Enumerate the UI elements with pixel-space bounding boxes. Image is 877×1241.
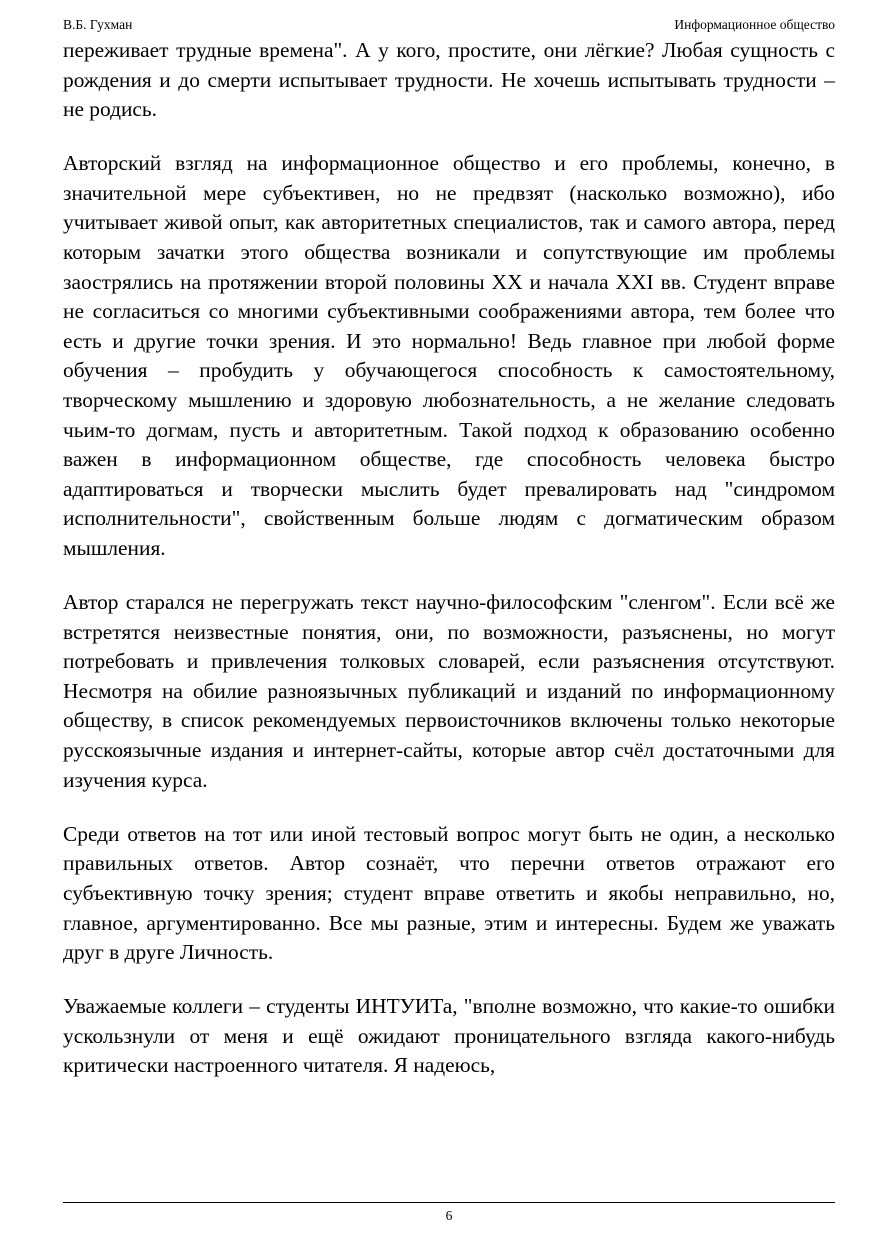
page-footer [63, 1202, 835, 1226]
paragraph: Среди ответов на тот или иной тестовый вопрос могут быть не один, а несколько правильных ответов. Автор сознаёт, что перечни ответов отражают его субъективную точку зрения; студент вправе ответить и якобы неправильно, но, главное, аргументированно. Все мы разные, этим и интересны. Будем же уважать друг в друге Личность. [63, 821, 835, 965]
header-author: В.Б. Гухман [63, 17, 133, 32]
paragraph: переживает трудные времена". А у кого, простите, они лёгкие? Любая сущность с рождения и до смерти испытывает трудности. Не хочешь испытывать трудности – не родись. [63, 38, 835, 122]
paragraph: Авторский взгляд на информационное общество и его проблемы, конечно, в значительной мере субъективен, но не предвзят (насколько возможно), ибо учитывает живой опыт, как авторитетных специалистов, так и самого автора, перед которым зачатки этого общества возникали и сопутствующие им проблемы заострялись на протяжении второй половины XX и начала XXI вв. Студент вправе не согласиться со многими субъективными соображениями автора, тем более что есть и другие точки зрения. И это нормально! Ведь главное при любой форме обучения – пробудить у обучающегося способность к самостоятельному, творческому мышлению и здоровую любознательность, а не желание следовать чьим-то догмам, пусть и авторитетным. Такой подход к образованию особенно важен в информационном обществе, где способность человека быстро адаптироваться и творчески мыслить будет превалировать над "синдромом исполнительности", свойственным больше людям с догматическим образом мышления. [63, 151, 835, 560]
paragraph: Автор старался не перегружать текст научно-философским "сленгом". Если всё же встретятся неизвестные понятия, они, по возможности, разъяснены, но могут потребовать и привлечения толковых словарей, если разъяснения отсутствуют. Несмотря на обилие разноязычных публикаций и изданий по информационному обществу, в список рекомендуемых первоисточников включены только некоторые русскоязычные издания и интернет-сайты, которые автор счёл достаточными для изучения курса. [63, 590, 835, 792]
page-number: 6 [445, 1208, 453, 1223]
page-header [63, 15, 835, 35]
paragraph: Уважаемые коллеги – студенты ИНТУИТа, "вполне возможно, что какие-то ошибки ускользнули от меня и ещё ожидают проницательного взгляда какого-нибудь критически настроенного читателя. Я надеюсь, [63, 994, 835, 1078]
page-body [63, 36, 835, 1106]
header-title: Информационное общество [674, 17, 835, 32]
